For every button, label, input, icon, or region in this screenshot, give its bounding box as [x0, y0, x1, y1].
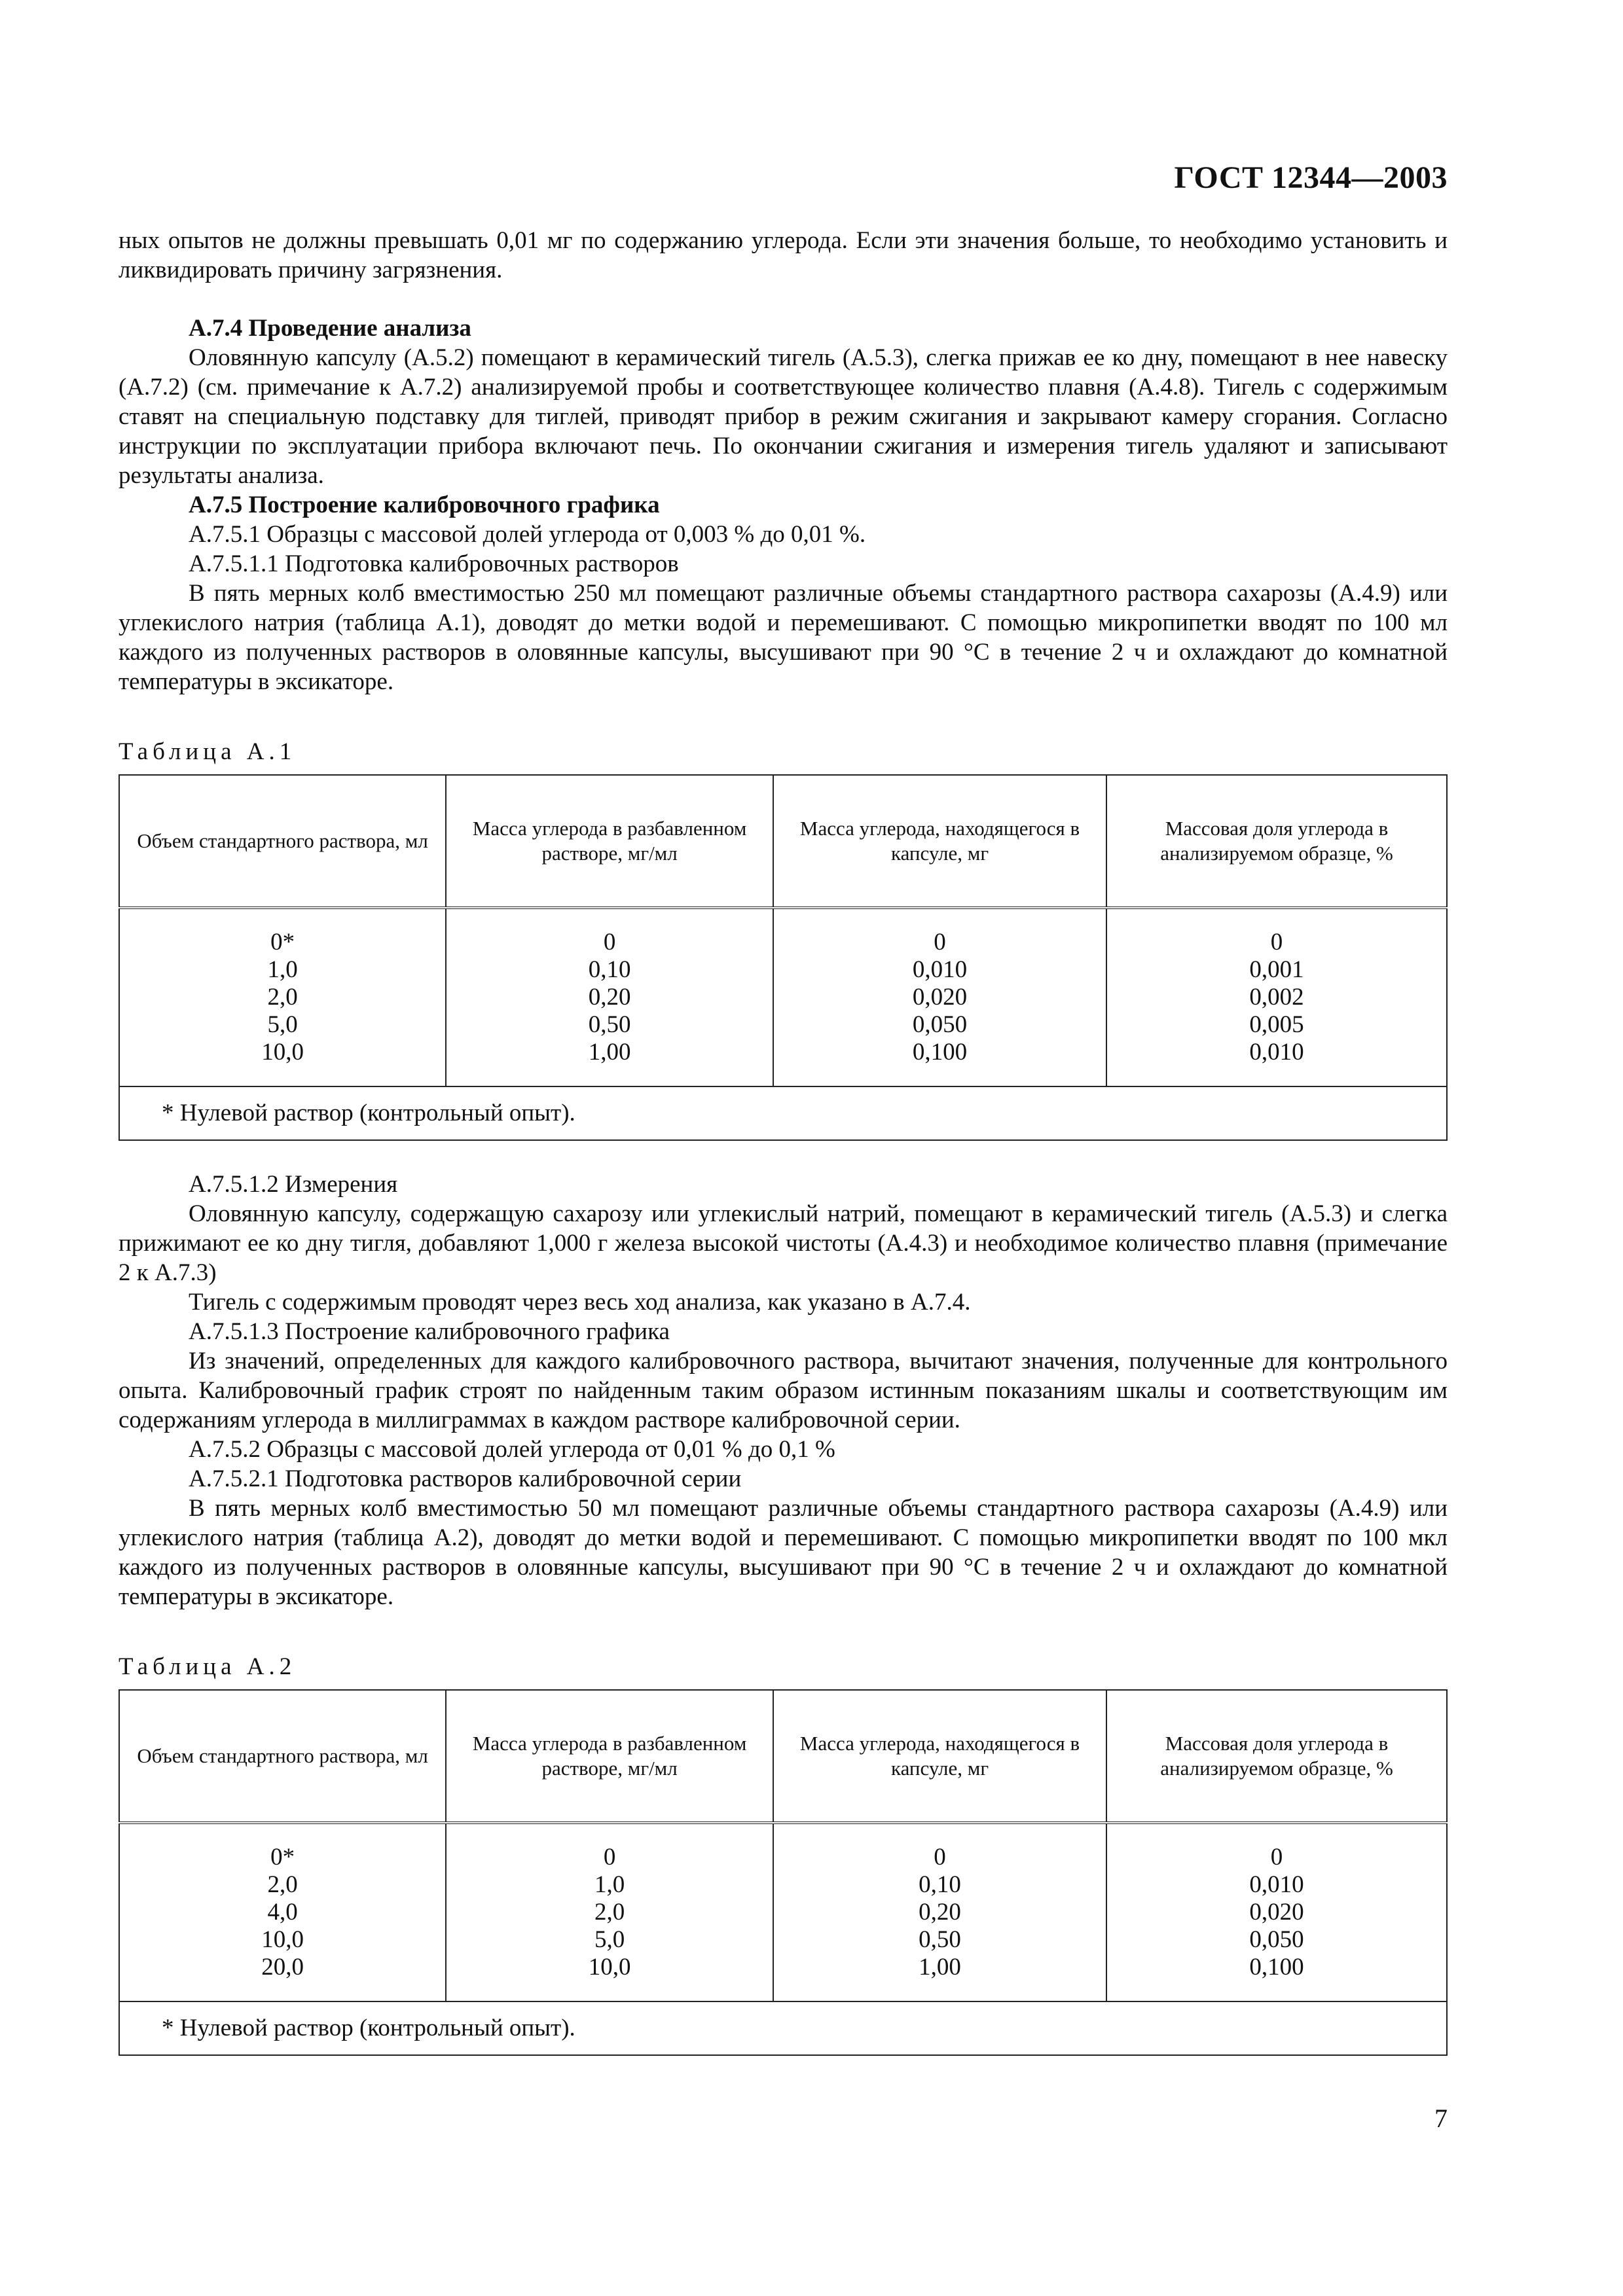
paragraph: Оловянную капсулу, содержащую сахарозу или углекислый натрий, помещают в керамический тигель (А.5.3) и слегка прижимают ее ко дну тигля, добавляют 1,000 г железа высокой чистоты (А.4.3) и необходимое количество плавня (примечание 2 к А.7.3)	[119, 1200, 1448, 1286]
cell-value: 0,010	[1249, 1039, 1304, 1066]
table-header-cell: Объем стандартного раствора, мл	[119, 1690, 446, 1823]
table-header-cell: Масса углерода, находящегося в капсуле, мг	[773, 775, 1106, 908]
cell-value: 0*	[270, 929, 295, 956]
cell-value: 10,0	[261, 1039, 304, 1066]
cell-value: 0	[934, 929, 946, 956]
cell-value: 0,50	[919, 1926, 961, 1953]
table-header-cell: Массовая доля углерода в анализируемом образце, %	[1106, 1690, 1447, 1823]
cell-value: 10,0	[261, 1926, 304, 1953]
cell-value: 0,001	[1249, 956, 1304, 983]
table-header-cell: Масса углерода, находящегося в капсуле, мг	[773, 1690, 1106, 1823]
paragraph: Из значений, определенных для каждого калибровочного раствора, вычитают значения, полученные для контрольного опыта. Калибровочный график строят по найденным таким образом истинным показаниям шкалы и соответствующим им содержаниям углерода в миллиграммах в каждом растворе калибровочной серии.	[119, 1348, 1448, 1433]
table-header-cell: Массовая доля углерода в анализируемом образце, %	[1106, 775, 1447, 908]
paragraph: А.7.5.2 Образцы с массовой долей углерода от 0,01 % до 0,1 %	[189, 1436, 835, 1463]
cell-value: 0,020	[912, 984, 968, 1011]
cell-value: 0	[603, 929, 616, 956]
section-heading-a74: А.7.4 Проведение анализа	[189, 315, 471, 342]
cell-value: 4,0	[267, 1899, 298, 1926]
cell-value: 5,0	[267, 1011, 298, 1038]
cell-value: 1,00	[588, 1039, 631, 1066]
document-code: ГОСТ 12344—2003	[1174, 160, 1448, 195]
cell-value: 2,0	[594, 1899, 625, 1926]
cell-value: 0,10	[919, 1871, 961, 1898]
cell-value: 10,0	[588, 1954, 631, 1981]
table-cell	[773, 908, 1106, 1086]
cell-value: 0	[1270, 929, 1283, 956]
cell-value: 1,0	[267, 956, 298, 983]
section-heading-a75: А.7.5 Построение калибровочного графика	[189, 492, 660, 518]
cell-value: 0,050	[912, 1011, 968, 1038]
table-row	[119, 908, 1447, 1086]
paragraph: Тигель с содержимым проводят через весь ход анализа, как указано в А.7.4.	[189, 1289, 971, 1316]
table-cell	[446, 1823, 773, 2001]
cell-value: 0*	[270, 1844, 295, 1871]
cell-value: 0,20	[588, 984, 631, 1011]
table-footnote-row	[119, 1086, 1447, 1140]
document-body	[119, 226, 1448, 2056]
cell-value: 0,20	[919, 1899, 961, 1926]
table-cell	[1106, 1823, 1447, 2001]
cell-value: 1,00	[919, 1954, 961, 1981]
cell-value: 2,0	[267, 1871, 298, 1898]
table-footnote: * Нулевой раствор (контрольный опыт).	[119, 1086, 1447, 1140]
cell-value: 0,002	[1249, 984, 1304, 1011]
paragraph: Оловянную капсулу (А.5.2) помещают в керамический тигель (А.5.3), слегка прижав ее ко дну, помещают в нее навеску (А.7.2) (см. примечание к А.7.2) анализируемой пробы и соответствующее количество плавня (А.4.8). Тигель с содержимым ставят на специальную подставку для тиглей, приводят прибор в режим сжигания и закрывают камеру сгорания. Согласно инструкции по эксплуатации прибора включают печь. По окончании сжигания и измерения тигель удаляют и записывают результаты анализа.	[119, 344, 1448, 489]
table-caption: Таблица А.2	[119, 1653, 297, 1680]
table-cell	[119, 1823, 446, 2001]
table-cell	[773, 1823, 1106, 2001]
cell-value: 1,0	[594, 1871, 625, 1898]
paragraph: В пять мерных колб вместимостью 250 мл помещают различные объемы стандартного раствора сахарозы (А.4.9) или углекислого натрия (таблица А.1), доводят до метки водой и перемешивают. С помощью микропипетки вводят по 100 мл каждого из полученных растворов в оловянные капсулы, высушивают при 90 °С в течение 2 ч и охлаждают до комнатной температуры в эксикаторе.	[119, 580, 1448, 695]
table-cell	[446, 908, 773, 1086]
cell-value: 0,005	[1249, 1011, 1304, 1038]
cell-value: 0	[934, 1844, 946, 1871]
cell-value: 20,0	[261, 1954, 304, 1981]
cell-value: 0,010	[1249, 1871, 1304, 1898]
cell-value: 0,050	[1249, 1926, 1304, 1953]
paragraph: А.7.5.2.1 Подготовка растворов калибровочной серии	[189, 1465, 742, 1492]
cell-value: 0,50	[588, 1011, 631, 1038]
table-footnote: * Нулевой раствор (контрольный опыт).	[119, 2001, 1447, 2055]
table-header-cell: Объем стандартного раствора, мл	[119, 775, 446, 908]
paragraph: В пять мерных колб вместимостью 50 мл помещают различные объемы стандартного раствора сахарозы (А.4.9) или углекислого натрия (таблица А.2), доводят до метки водой и перемешивают. С помощью микропипетки вводят по 100 мкл каждого из полученных растворов в оловянные капсулы, высушивают при 90 °С в течение 2 ч и охлаждают до комнатной температуры в эксикаторе.	[119, 1495, 1448, 1610]
table-footnote-row	[119, 2001, 1447, 2055]
cell-value: 0	[1270, 1844, 1283, 1871]
paragraph: А.7.5.1.2 Измерения	[189, 1171, 398, 1198]
cell-value: 5,0	[594, 1926, 625, 1953]
cell-value: 0,020	[1249, 1899, 1304, 1926]
cell-value: 0	[603, 1844, 616, 1871]
paragraph: А.7.5.1.1 Подготовка калибровочных растворов	[189, 550, 679, 577]
cell-value: 0,010	[912, 956, 968, 983]
cell-value: 2,0	[267, 984, 298, 1011]
paragraph: А.7.5.1 Образцы с массовой долей углерода от 0,003 % до 0,01 %.	[189, 521, 866, 548]
table-a1	[119, 774, 1448, 1141]
paragraph: ных опытов не должны превышать 0,01 мг по содержанию углерода. Если эти значения больше, то необходимо установить и ликвидировать причину загрязнения.	[119, 227, 1448, 283]
cell-value: 0,100	[912, 1039, 968, 1066]
page-number: 7	[1434, 2104, 1448, 2133]
table-caption: Таблица А.1	[119, 738, 297, 765]
cell-value: 0,10	[588, 956, 631, 983]
table-header-cell: Масса углерода в разбавленном растворе, мг/мл	[446, 1690, 773, 1823]
table-cell	[119, 908, 446, 1086]
table-row	[119, 1823, 1447, 2001]
table-header-cell: Масса углерода в разбавленном растворе, мг/мл	[446, 775, 773, 908]
table-cell	[1106, 908, 1447, 1086]
table-a2	[119, 1689, 1448, 2056]
cell-value: 0,100	[1249, 1954, 1304, 1981]
paragraph: А.7.5.1.3 Построение калибровочного графика	[189, 1318, 670, 1345]
